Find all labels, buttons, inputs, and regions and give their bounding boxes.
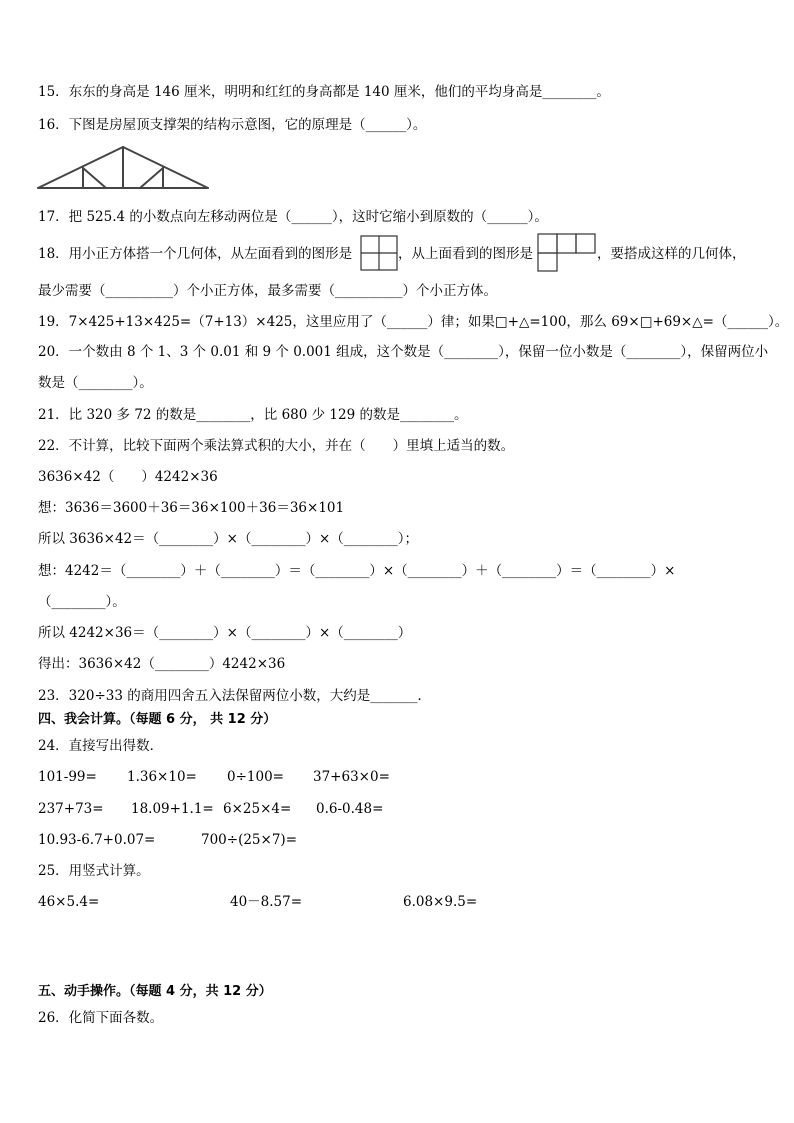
question-26: 26．化简下面各数。 (38, 1010, 164, 1026)
calc-item: 18.09+1.1= (131, 801, 214, 817)
question-17: 17．把 525.4 的小数点向左移动两位是（______），这时它缩小到原数的（______）。 (38, 209, 548, 225)
vertical-calc-item: 40－8.57= (230, 894, 303, 910)
calc-item: 37+63×0= (313, 769, 390, 785)
vertical-calc-item: 6.08×9.5= (403, 894, 478, 910)
question-22-so-1: 所以 3636×42＝（________）×（________）×（________）； (38, 531, 419, 547)
calc-item: 1.36×10= (127, 769, 197, 785)
top-view-figure (537, 233, 597, 273)
calc-item: 0÷100= (227, 769, 284, 785)
question-18-part-b: ，从上面看到的图形是 (398, 246, 533, 262)
question-22-intro: 22．不计算，比较下面两个乘法算式积的大小，并在（ ）里填上适当的数。 (38, 438, 515, 454)
section-5-heading: 五、动手操作。（每题 4 分，共 12 分） (38, 984, 272, 999)
vertical-calc-item: 46×5.4= (38, 894, 100, 910)
left-view-figure (360, 235, 398, 271)
calc-item: 0.6-0.48= (316, 801, 384, 817)
calc-item: 6×25×4= (223, 801, 292, 817)
calc-item: 700÷(25×7)= (201, 832, 298, 848)
question-15: 15．东东的身高是 146 厘米，明明和红红的身高都是 140 厘米，他们的平均身高是________。 (38, 84, 610, 100)
calc-item: 101-99= (38, 769, 97, 785)
question-25-title: 25．用竖式计算。 (38, 863, 150, 879)
question-22-so-2: 所以 4242×36＝（________）×（________）×（________） (38, 625, 412, 641)
question-22-think-2-cont: （________）。 (38, 594, 126, 610)
calc-item: 237+73= (38, 801, 104, 817)
question-22-think-2: 想：4242＝（________）＋（________）＝（________）×（________）＋（________）＝（________）× (38, 563, 676, 579)
question-22-comparison: 3636×42（ ）4242×36 (38, 469, 218, 485)
question-22-think-1: 想：3636＝3600＋36＝36×100＋36＝36×101 (38, 500, 345, 516)
question-16: 16．下图是房屋顶支撑架的结构示意图，它的原理是（______）。 (38, 117, 427, 133)
question-20-line-2: 数是（________）。 (38, 375, 153, 391)
question-18-part-c: ，要搭成这样的几何体， (597, 246, 746, 262)
question-22-conclusion: 得出：3636×42（________）4242×36 (38, 656, 286, 672)
question-24-title: 24．直接写出得数． (38, 738, 164, 754)
section-4-heading: 四、我会计算。（每题 6 分， 共 12 分） (38, 712, 277, 727)
question-23: 23．320÷33 的商用四舍五入法保留两位小数，大约是_______． (38, 688, 431, 704)
roof-truss-figure (36, 143, 212, 193)
question-18-part-a: 18．用小正方体搭一个几何体，从左面看到的图形是 (38, 246, 353, 262)
calc-item: 10.93-6.7+0.07= (38, 832, 156, 848)
question-19: 19．7×425+13×425=（7+13）×425，这里应用了（______）律；如果□+△=100，那么 69×□+69×△=（______）。 (38, 314, 789, 330)
question-18-part-d: 最少需要（__________）个小正方体，最多需要（__________）个小正方体。 (38, 283, 497, 299)
question-21: 21．比 320 多 72 的数是________，比 680 少 129 的数是________。 (38, 407, 468, 423)
question-20-line-1: 20．一个数由 8 个 1、3 个 0.01 和 9 个 0.001 组成，这个数是（________），保留一位小数是（________），保留两位小 (38, 344, 769, 360)
